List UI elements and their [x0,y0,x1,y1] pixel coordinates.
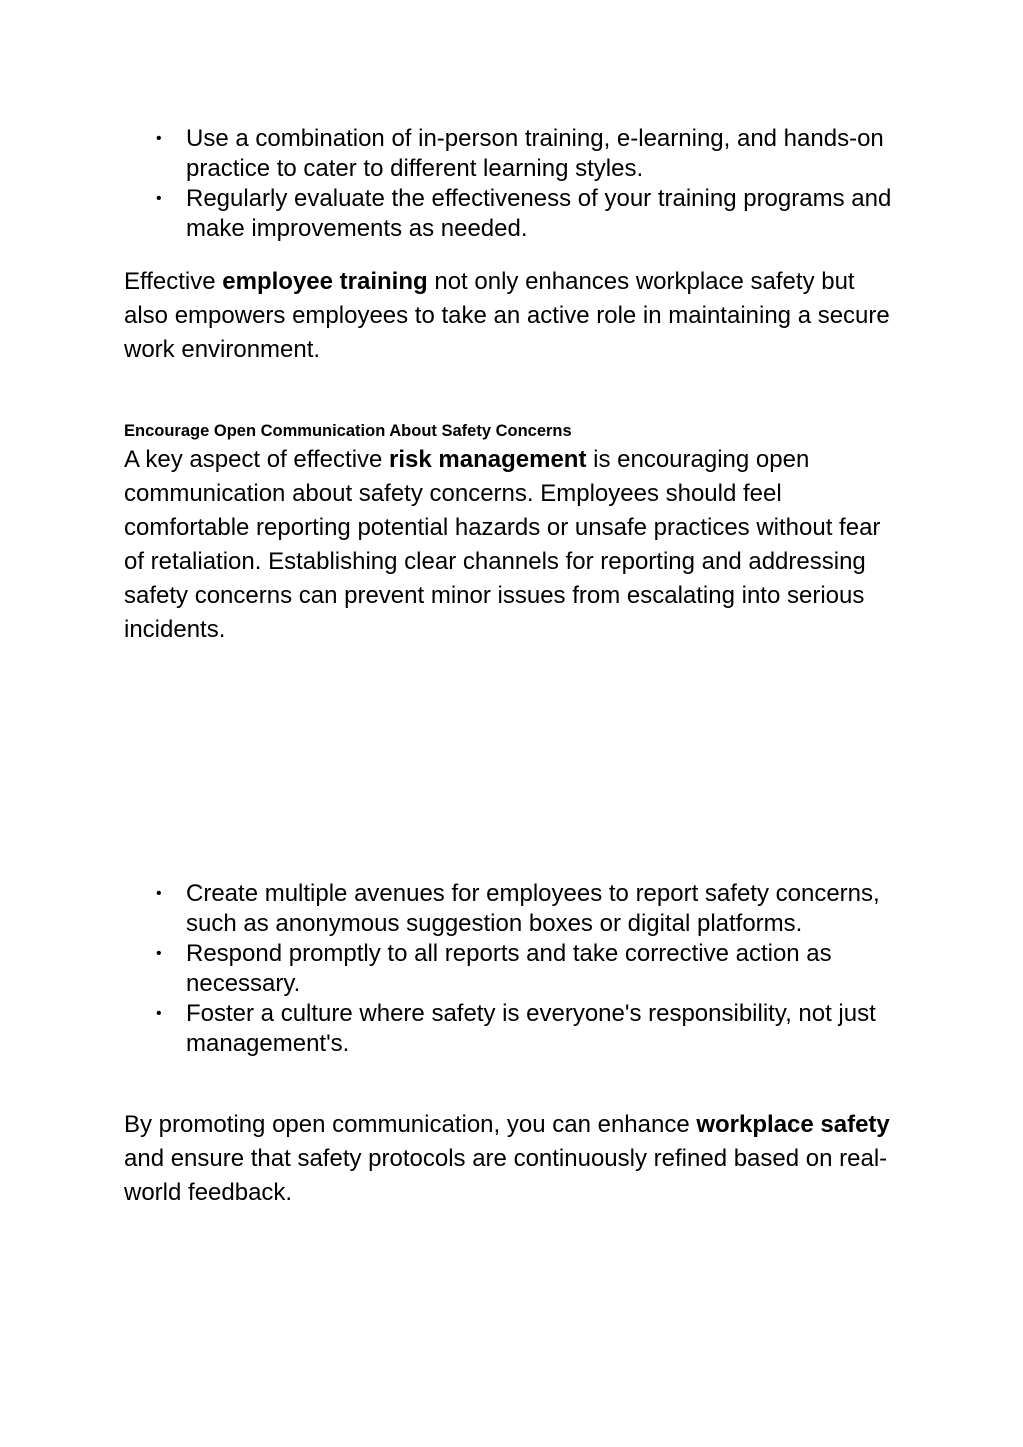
communication-tips-list [156,879,906,1059]
paragraph-text: not only enhances workplace safety but also empowers employees to take an active role in maintaining a secure work environment. [124,268,890,363]
list-item [156,184,906,244]
list-item-text: Respond promptly to all reports and take corrective action as necessary. [186,940,832,997]
paragraph-text: and ensure that safety protocols are continuously refined based on real-world feedback. [124,1145,888,1206]
bullet-icon: • [156,130,162,147]
bold-term: employee training [222,268,428,295]
training-tips-list [156,124,906,244]
list-item-text: Use a combination of in-person training, e-learning, and hands-on practice to cater to different learning styles. [186,125,884,182]
list-item [156,999,906,1059]
bold-term: risk management [389,446,587,473]
bullet-icon: • [156,945,162,962]
closing-paragraph [124,1108,904,1210]
list-item [156,124,906,184]
bullet-icon: • [156,190,162,207]
communication-paragraph [124,443,904,647]
section-heading: Encourage Open Communication About Safety Concerns [124,422,572,440]
paragraph-text: A key aspect of effective [124,446,390,473]
list-item [156,939,906,999]
bullet-icon: • [156,1005,162,1022]
list-item-text: Regularly evaluate the effectiveness of your training programs and make improvements as needed. [186,185,892,242]
training-summary-paragraph [124,265,904,367]
bold-term: workplace safety [696,1111,890,1138]
list-item [156,879,906,939]
list-item-text: Create multiple avenues for employees to report safety concerns, such as anonymous suggestion boxes or digital platforms. [186,880,880,937]
list-item-text: Foster a culture where safety is everyone's responsibility, not just management's. [186,1000,876,1057]
paragraph-text: Effective [124,268,223,295]
paragraph-text: is encouraging open communication about safety concerns. Employees should feel comfortable reporting potential hazards or unsafe practices without fear of retaliation. Establishing clear channels for reporting and addressing safety concerns can prevent minor issues from escalating into serious incidents. [124,446,881,643]
bullet-icon: • [156,885,162,902]
paragraph-text: By promoting open communication, you can enhance [124,1111,697,1138]
